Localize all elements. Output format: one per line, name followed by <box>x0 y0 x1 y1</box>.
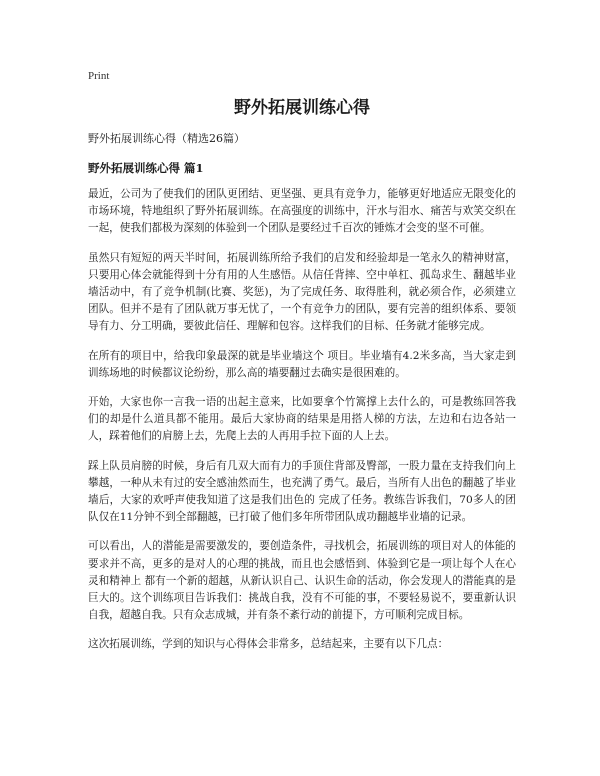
section-heading: 野外拓展训练心得 篇1 <box>88 161 204 175</box>
document-page <box>88 64 516 666</box>
paragraph: 在所有的项目中，给我印象最深的就是毕业墙这个 项目。毕业墙有4.2米多高，当大家走到训练场地的时候都议论纷纷，那么高的墙要翻过去确实是很困难的。 <box>88 349 516 379</box>
paragraph: 可以看出，人的潜能是需要激发的，要创造条件，寻找机会，拓展训练的项目对人的体能的要求并不高，更多的是对人的心理的挑战，而且也会感悟到、体验到它是一项让每个人在心灵和精神上 都有一个新的超越，从新认识自己、认识生命的活动，你会发现人的潜能真的是巨大的。这个训练项目告诉我们：挑战自我，没有不可能的事，不要轻易说不，要重新认识自我，超越自我。只有众志成城，并有条不紊行动的前提下，方可顺利完成目标。 <box>88 540 516 622</box>
paragraph: 踩上队员肩膀的时候，身后有几双大而有力的手顶住背部及臀部，一股力量在支持我们向上攀越，一种从未有过的安全感油然而生，也充满了勇气。最后，当所有人出色的翻越了毕业墙后，大家的欢呼声使我知道了这是我们出色的 完成了任务。教练告诉我们，70多人的团队仅在11分钟不到全部翻越，已打破了他们多年所带团队成功翻越毕业墙的记录。 <box>88 459 516 524</box>
paragraph: 虽然只有短短的两天半时间，拓展训练所给予我们的启发和经验却是一笔永久的精神财富，只要用心体会就能得到十分有用的人生感悟。从信任背摔、空中单杠、孤岛求生、翻越毕业墙活动中，有了竞争机制(比赛、奖惩)，为了完成任务、取得胜利，就必须合作，必须建立团队。但并不是有了团队就万事无忧了，一个有竞争力的团队，要有完善的组织体系、要领导有力、分工明确，要彼此信任、理解和包容。这样我们的目标、任务就才能够完成。 <box>88 251 516 333</box>
paragraph: 最近，公司为了使我们的团队更团结、更坚强、更具有竞争力，能够更好地适应无限变化的市场环境，特地组织了野外拓展训练。在高强度的训练中，汗水与泪水、痛苦与欢笑交织在一起，使我们都极为深刻的体验到一个团队是要经过千百次的锤炼才会变的坚不可催。 <box>88 188 516 235</box>
document-subtitle: 野外拓展训练心得（精选26篇） <box>88 132 245 145</box>
paragraph: 这次拓展训练，学到的知识与心得体会非常多，总结起来，主要有以下几点： <box>88 638 449 651</box>
print-link[interactable]: Print <box>88 70 110 82</box>
paragraph: 开始，大家也你一言我一语的出起主意来，比如要拿个竹篙撑上去什么的，可是教练回答我们的却是什么道具都不能用。最后大家协商的结果是用搭人梯的方法，左边和右边各站一人，踩着他们的肩膀上去，先爬上去的人再用手拉下面的人上去。 <box>88 396 516 443</box>
page-title: 野外拓展训练心得 <box>234 98 370 118</box>
